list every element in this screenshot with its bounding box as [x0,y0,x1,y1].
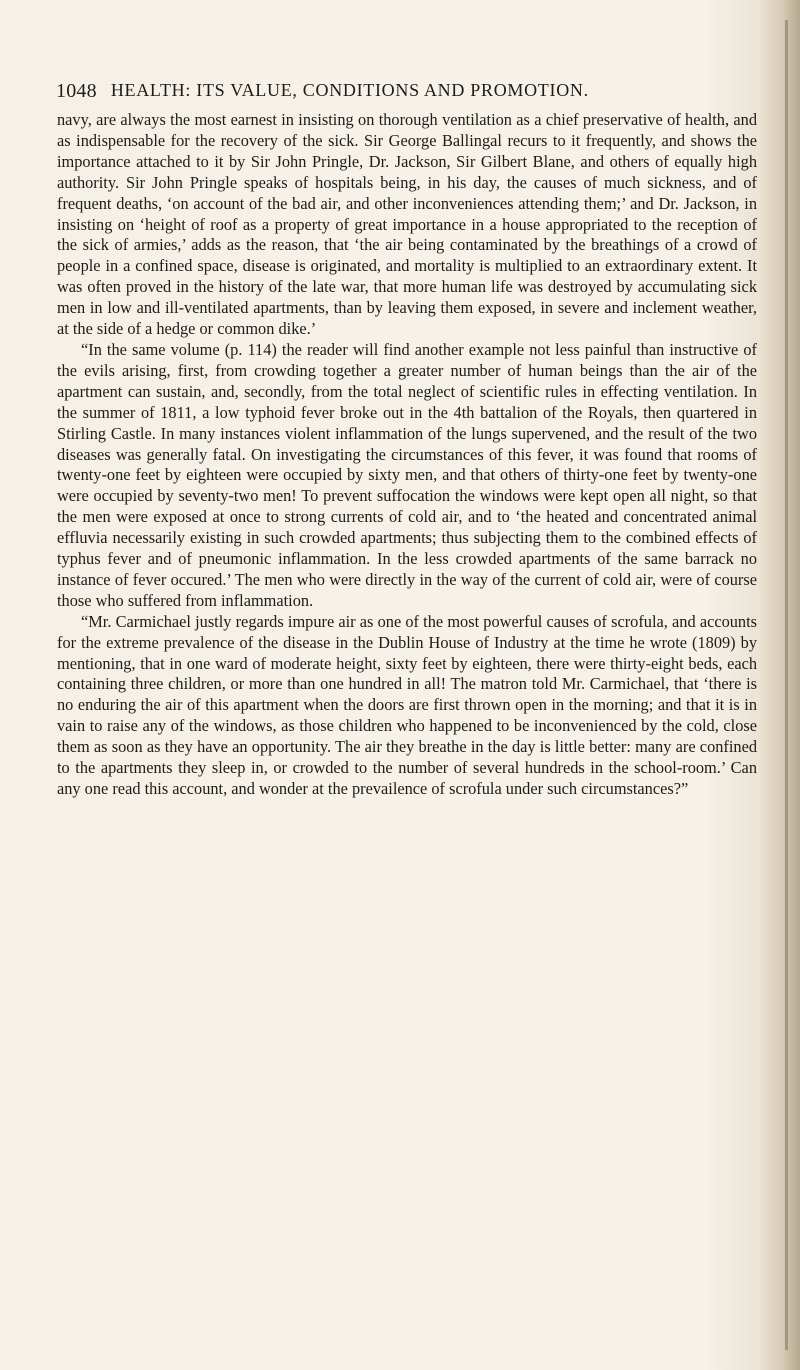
paragraph-3: “Mr. Carmichael justly regards impure air as one of the most powerful causes of scrofula, and accounts for the extreme prevalence of the disease in the Dublin House of Industry at the time he wrote (1809) by mentioning, that in one ward of moderate height, sixty feet by eighteen, there were thirty-eight beds, each containing three children, or more than one hundred in all! The matron told Mr. Carmichael, that ‘there is no enduring the air of this apartment when the doors are first thrown open in the morning; and that it is in vain to raise any of the windows, as those children who happened to be inconvenienced by the cold, close them as soon as they have an opportunity. The air they breathe in the day is little better: many are confined to the apartments they sleep in, or crowded to the number of several hundreds in the school-room.’ Can any one read this account, and wonder at the prevailence of scrofula under such circumstances?” [57,611,757,798]
binding-shadow-line [785,20,788,1350]
page-edge-shadow [758,0,800,1370]
running-title: HEALTH: ITS VALUE, CONDITIONS AND PROMOTION. [110,80,589,100]
page-number: 1048 [56,80,97,102]
body-text [57,110,757,1350]
paragraph-2: “In the same volume (p. 114) the reader will find another example not less painful than instructive of the evils arising, first, from crowding together a greater number of human beings than the air of the apartment can sustain, and, secondly, from the total neglect of scientific rules in effecting ventilation. In the summer of 1811, a low typhoid fever broke out in the 4th battalion of the Royals, then quartered in Stirling Castle. In many instances violent inflammation of the lungs supervened, and the result of the two diseases was generally fatal. On investigating the circumstances of this fever, it was found that rooms of twenty-one feet by eighteen were occupied by sixty men, and that others of thirty-one feet by twenty-one were occupied by seventy-two men! To prevent suffocation the windows were kept open all night, so that the men were exposed at once to strong currents of cold air, and to ‘the heated and concentrated animal effluvia necessarily existing in such crowded apartments; thus subjecting them to the combined effects of typhus fever and of pneumonic inflammation. In the less crowded apartments of the same barrack no instance of fever occured.’ The men who were directly in the way of the current of cold air, were of course those who suffered from inflammation. [57,339,757,610]
paragraph-1: navy, are always the most earnest in insisting on thorough ventilation as a chief preservative of health, and as indispensable for the recovery of the sick. Sir George Ballingal recurs to it frequently, and shows the importance attached to it by Sir John Pringle, Dr. Jackson, Sir Gilbert Blane, and others of equally high authority. Sir John Pringle speaks of hospitals being, in his day, the causes of much sickness, and of frequent deaths, ‘on account of the bad air, and other inconveniences attending them;’ and Dr. Jackson, in insisting on ‘height of roof as a property of great importance in a house appropriated to the reception of the sick of armies,’ adds as the reason, that ‘the air being contaminated by the breathings of a crowd of people in a confined space, disease is originated, and mortality is multiplied to an extraordinary extent. It was often proved in the history of the late war, that more human life was destroyed by accumulating sick men in low and ill-ventilated apartments, than by leaving them exposed, in severe and inclement weather, at the side of a hedge or common dike.’ [57,110,757,339]
